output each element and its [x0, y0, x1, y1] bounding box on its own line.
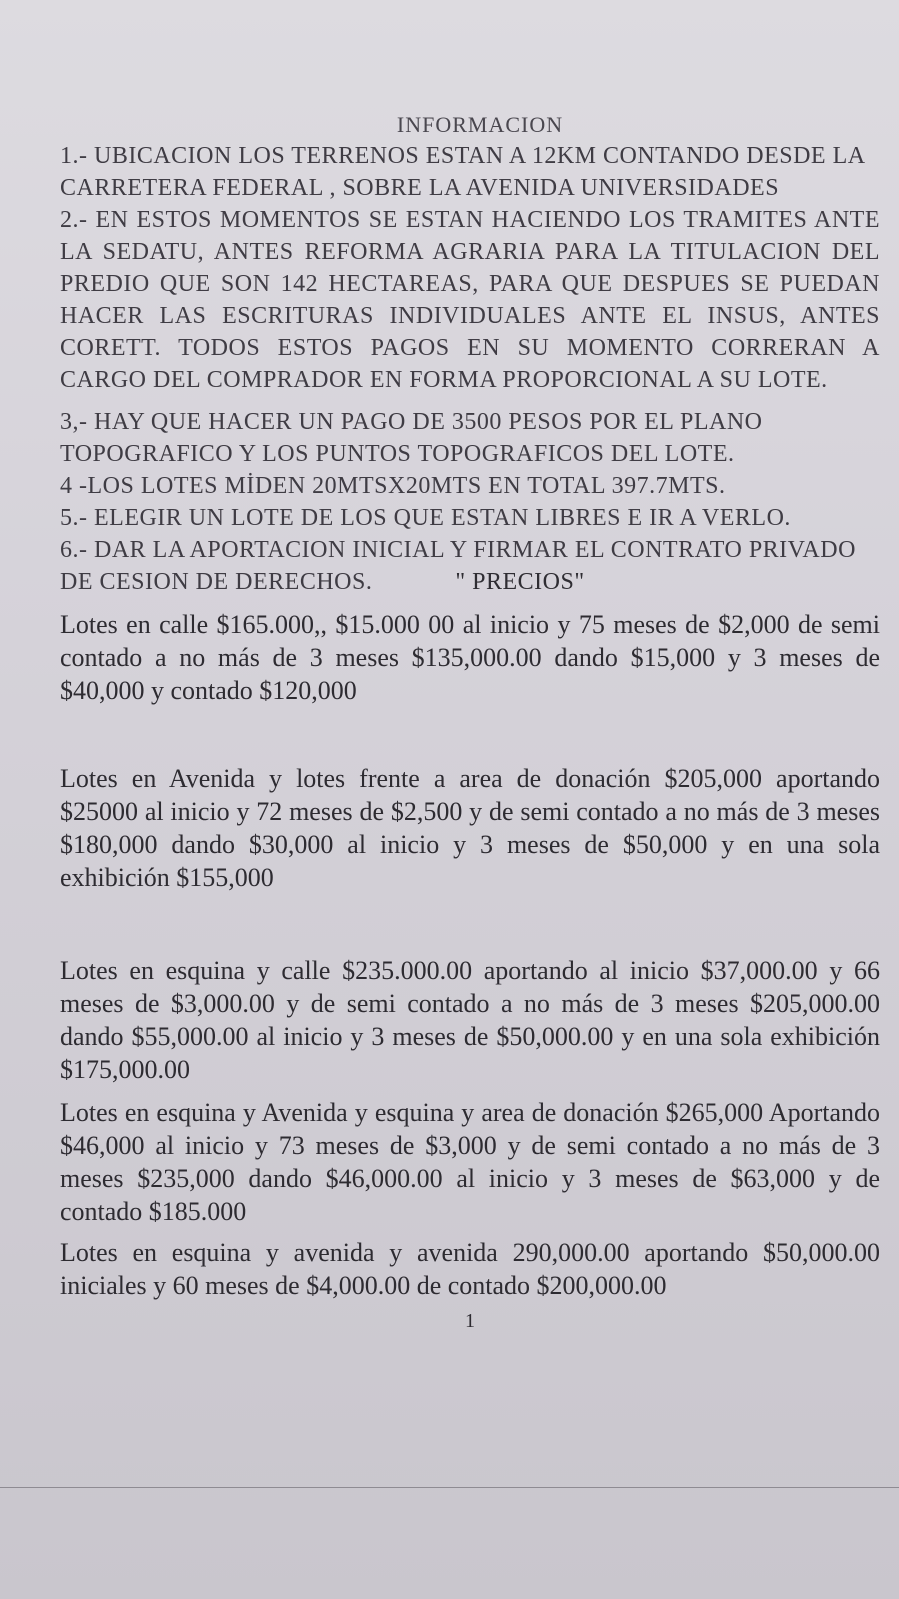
price-calle: Lotes en calle $165.000,, $15.000 00 al inicio y 75 meses de $2,000 de semi contado a no más de 3 meses $135,000.00 dando $15,000 y 3 meses de $40,000 y contado $120,000 — [60, 610, 880, 705]
price-avenida: Lotes en Avenida y lotes frente a area de donación $205,000 aportando $25000 al inicio y 72 meses de $2,500 y de semi contado a no más de 3 meses $180,000 dando $30,000 al inicio y 3 meses de $50,000 y en una sola exhibición $155,000 — [60, 764, 880, 892]
info-item-6 — [60, 534, 880, 598]
page-bottom-rule — [0, 1487, 899, 1488]
price-esquina-avenida-avenida: Lotes en esquina y avenida y avenida 290,000.00 aportando $50,000.00 iniciales y 60 meses de $4,000.00 de contado $200,000.00 — [60, 1238, 880, 1300]
info-item-1: 1.- UBICACION LOS TERRENOS ESTAN A 12KM CONTANDO DESDE LA CARRETERA FEDERAL , SOBRE LA AVENIDA UNIVERSIDADES — [60, 143, 865, 201]
info-item-6-text: 6.- DAR LA APORTACION INICIAL Y FIRMAR EL CONTRATO PRIVADO DE CESION DE DERECHOS. — [60, 537, 856, 595]
document-body — [60, 112, 880, 1333]
info-item-5: 5.- ELEGIR UN LOTE DE LOS QUE ESTAN LIBRES E IR A VERLO. — [60, 505, 791, 531]
page-number: 1 — [465, 1310, 475, 1332]
price-esquina-avenida: Lotes en esquina y Avenida y esquina y area de donación $265,000 Aportando $46,000 al inicio y 73 meses de $3,000 y de semi contado a no más de 3 meses $235,000 dando $46,000.00 al inicio y 3 meses de $63,000 y de contado $185.000 — [60, 1098, 880, 1226]
info-item-4: 4 -LOS LOTES MİDEN 20MTSX20MTS EN TOTAL 397.7MTS. — [60, 473, 726, 499]
price-esquina-calle: Lotes en esquina y calle $235.000.00 aportando al inicio $37,000.00 y 66 meses de $3,000.00 y de semi contado a no más de 3 meses $205,000.00 dando $55,000.00 al inicio y 3 meses de $50,000.00 y en una sola exhibición $175,000.00 — [60, 956, 880, 1084]
precios-heading: " PRECIOS" — [455, 569, 585, 595]
info-item-2: 2.- EN ESTOS MOMENTOS SE ESTAN HACIENDO LOS TRAMITES ANTE LA SEDATU, ANTES REFORMA AGRARIA PARA LA TITULACION DEL PREDIO QUE SON 142 HECTAREAS, PARA QUE DESPUES SE PUEDAN HACER LAS ESCRITURAS INDIVIDUALES ANTE EL INSUS, ANTES CORETT. TODOS ESTOS PAGOS EN SU MOMENTO CORRERAN A CARGO DEL COMPRADOR EN FORMA PROPORCIONAL A SU LOTE. — [60, 207, 880, 393]
document-title: INFORMACION — [396, 112, 564, 137]
info-item-3: 3,- HAY QUE HACER UN PAGO DE 3500 PESOS POR EL PLANO TOPOGRAFICO Y LOS PUNTOS TOPOGRAFICOS DEL LOTE. — [60, 409, 763, 467]
